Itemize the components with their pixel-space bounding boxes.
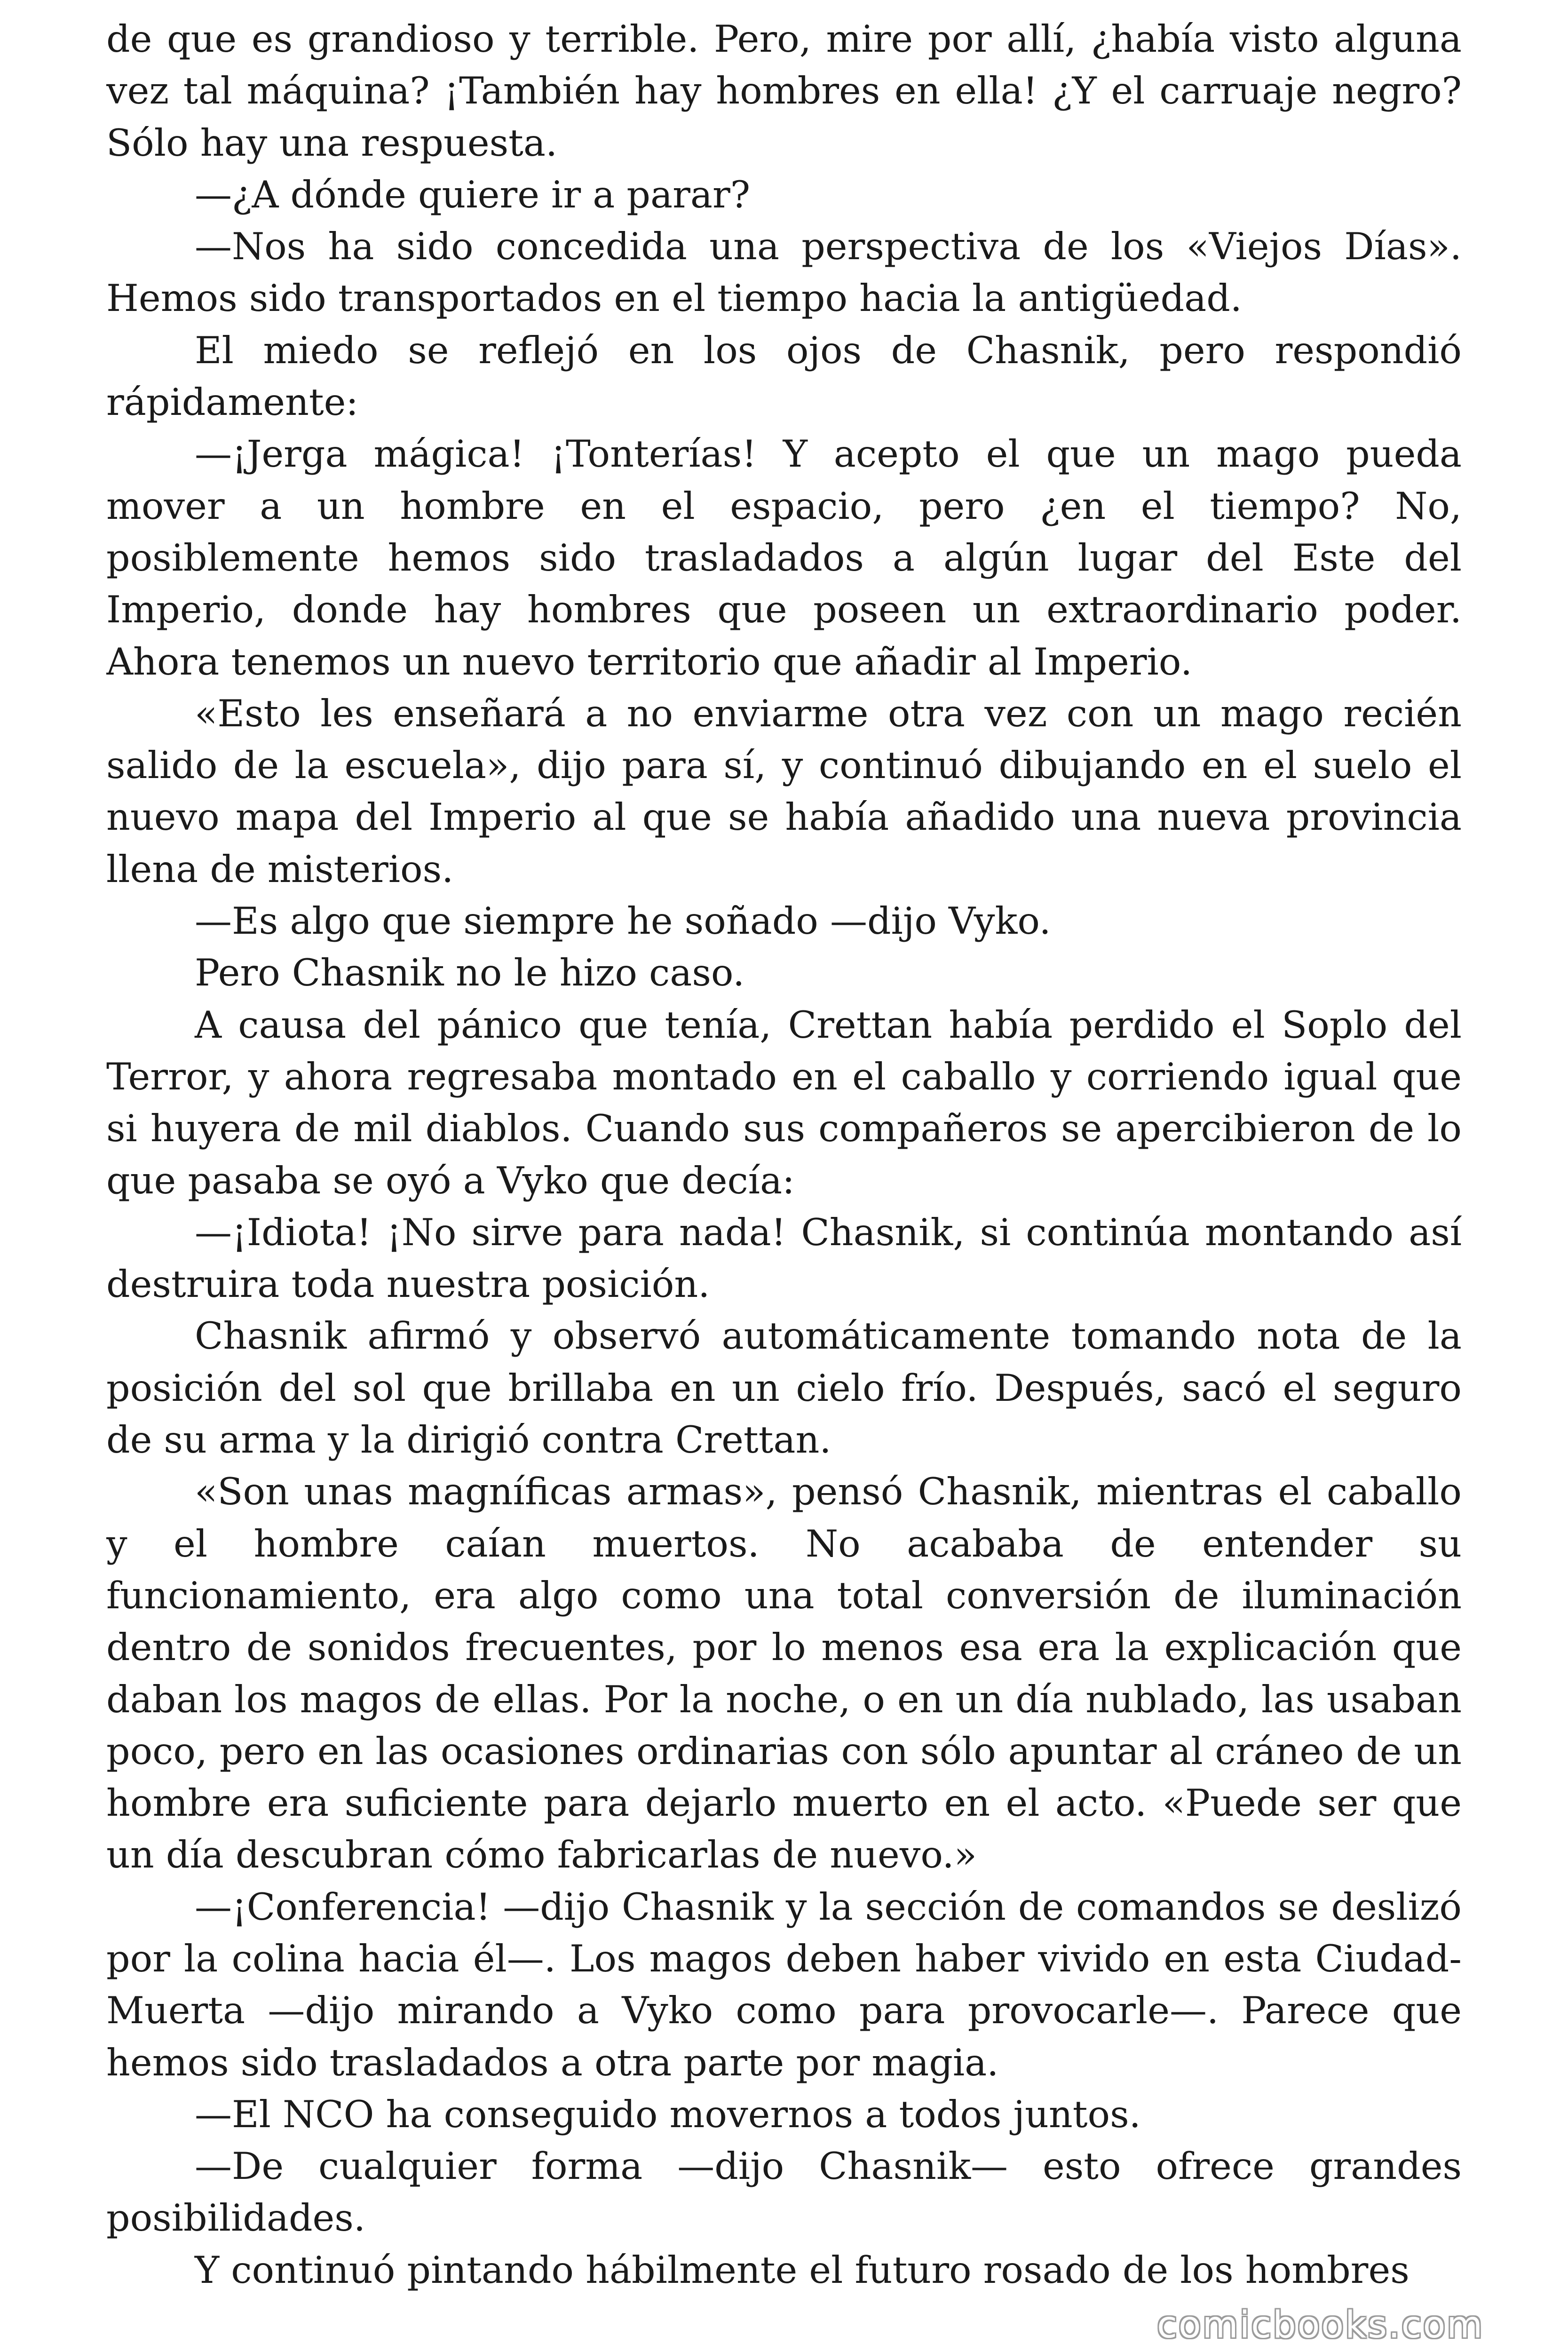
paragraph: —De cualquier forma —dijo Chasnik— esto ofrece grandes posibilidades. [106,2145,1462,2240]
paragraph: Pero Chasnik no le hizo caso. [195,951,745,995]
paragraph: Chasnik afirmó y observó automáticamente tomando nota de la posición del sol que brillaba en un cielo frío. Después, sacó el seguro de su arma y la dirigió contra Crettan. [106,1314,1462,1462]
paragraph: de que es grandioso y terrible. Pero, mire por allí, ¿había visto alguna vez tal máquina? ¡También hay hombres en ella! ¿Y el carruaje negro? Sólo hay una respuesta. [106,17,1462,165]
book-page [106,13,1462,2318]
paragraph: —¡Jerga mágica! ¡Tonterías! Y acepto el que un mago pueda mover a un hombre en el espacio, pero ¿en el tiempo? No, posiblemente hemos sido trasladados a algún lugar del Este del Imperio, donde hay hombres que poseen un extraordinario poder. Ahora tenemos un nuevo territorio que añadir al Imperio. [106,432,1462,683]
paragraph: «Son unas magníficas armas», pensó Chasnik, mientras el caballo y el hombre caían muertos. No acababa de entender su funcionamiento, era algo como una total conversión de iluminación dentro de sonidos frecuentes, por lo menos esa era la explicación que daban los magos de ellas. Por la noche, o en un día nublado, las usaban poco, pero en las ocasiones ordinarias con sólo apuntar al cráneo de un hombre era suficiente para dejarlo muerto en el acto. «Puede ser que un día descubran cómo fabricarlas de nuevo.» [106,1470,1462,1877]
watermark: comicbooks.com [1157,2304,1484,2346]
paragraph: —Nos ha sido concedida una perspectiva de los «Viejos Días». Hemos sido transportados en el tiempo hacia la antigüedad. [106,225,1462,320]
paragraph: —El NCO ha conseguido movernos a todos juntos. [195,2092,1141,2136]
paragraph: Y continuó pintando hábilmente el futuro rosado de los hombres [195,2248,1410,2292]
paragraph: A causa del pánico que tenía, Crettan había perdido el Soplo del Terror, y ahora regresaba montado en el caballo y corriendo igual que si huyera de mil diablos. Cuando sus compañeros se apercibieron de lo que pasaba se oyó a Vyko que decía: [106,1003,1462,1202]
paragraph: El miedo se reflejó en los ojos de Chasnik, pero respondió rápidamente: [106,328,1462,424]
paragraph: —¡Idiota! ¡No sirve para nada! Chasnik, si continúa montando así destruira toda nuestra posición. [106,1210,1462,1306]
paragraph: —¡Conferencia! —dijo Chasnik y la sección de comandos se deslizó por la colina hacia él—. Los magos deben haber vivido en esta Ciudad-Muerta —dijo mirando a Vyko como para provocarle—. Parece que hemos sido trasladados a otra parte por magia. [106,1885,1462,2084]
paragraph: —Es algo que siempre he soñado —dijo Vyko. [195,899,1051,943]
paragraph: —¿A dónde quiere ir a parar? [195,173,751,216]
paragraph: «Esto les enseñará a no enviarme otra vez con un mago recién salido de la escuela», dijo para sí, y continuó dibujando en el suelo el nuevo mapa del Imperio al que se había añadido una nueva provincia llena de misterios. [106,691,1462,891]
